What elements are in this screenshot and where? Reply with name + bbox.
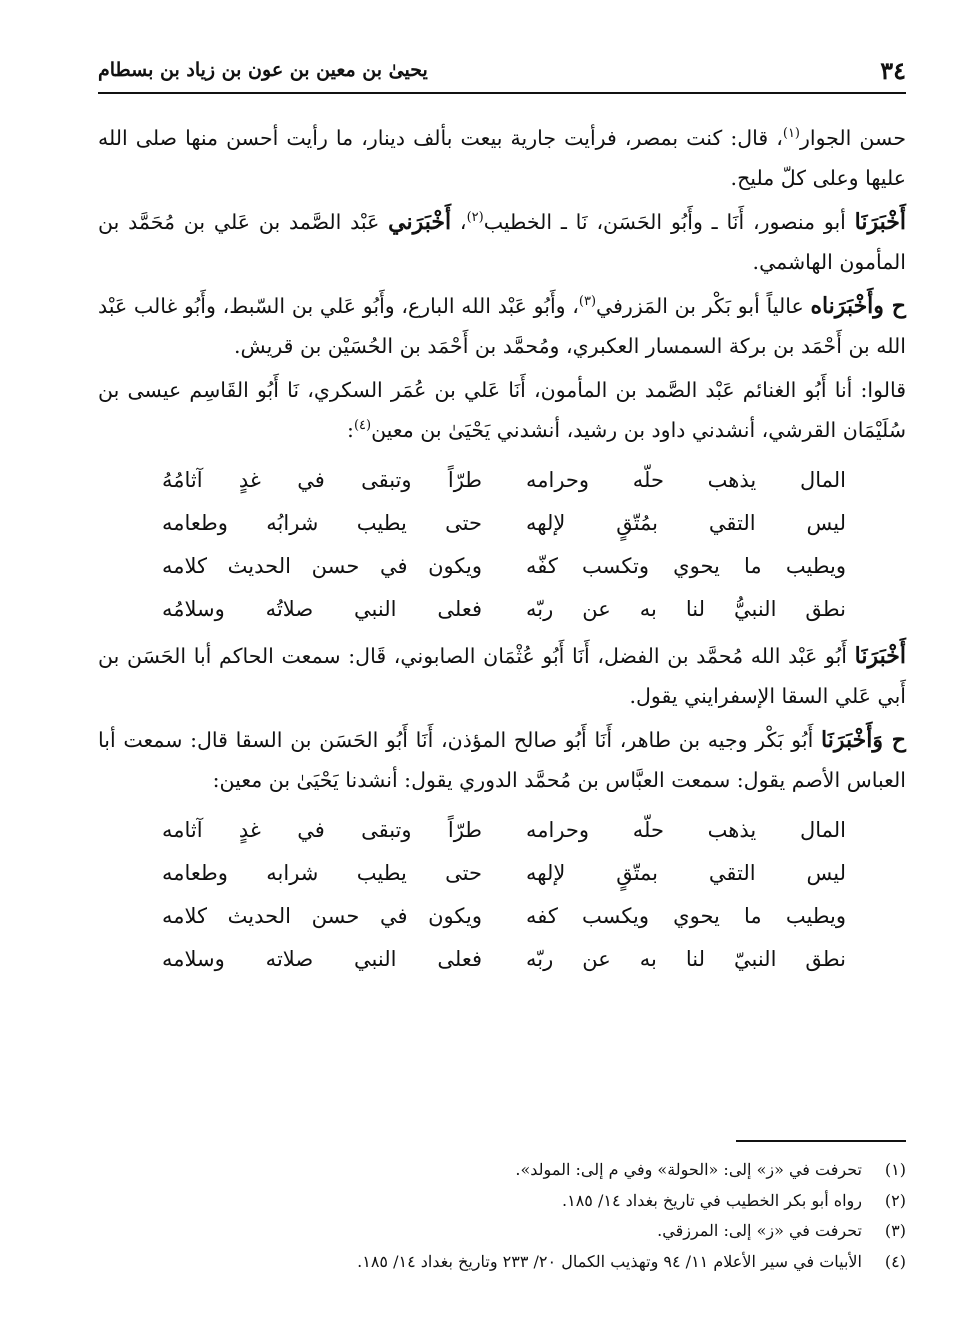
transmission-keyword: ح وَأَخْبَرَنَا: [821, 727, 906, 753]
verse: [98, 851, 846, 894]
verse: [98, 458, 846, 501]
footnote: [98, 1155, 906, 1186]
paragraph: [98, 202, 906, 282]
transmission-keyword: أَخْبَرَني: [388, 209, 452, 235]
verse: [98, 544, 846, 587]
verse: [98, 894, 846, 937]
footnote: [98, 1216, 906, 1247]
footnote-marker: (٢): [466, 210, 484, 226]
hemistich-second: فعلى النبي صلاتُه وسلامُه: [162, 596, 482, 621]
footnote: [98, 1247, 906, 1278]
hemistich-first: ليس التقي بمتّقٍ لإلهه: [526, 860, 846, 885]
paragraph: [98, 370, 906, 450]
footnote-text: تحرفت في «ز» إلى: «الحولة» وفي م إلى: المولد».: [515, 1160, 862, 1179]
verse: [98, 501, 846, 544]
page-number: ٣٤: [880, 55, 906, 85]
hemistich-first: ويطيب ما يحوي وتكسب كفّه: [526, 553, 846, 578]
paragraph-text: أَبُو بَكْر وجيه بن طاهر، أَنَا أَبُو صالح المؤذن، أَنَا أَبُو الحَسَن بن السقا قال: سمعت أبا العباس الأصم يقول: سمعت العبَّاس بن مُحمَّد الدوري يقول: أنشدنا يَحْيَىٰ بن معين:: [98, 728, 906, 792]
paragraph-group-2: [98, 636, 906, 800]
transmission-keyword: أَخْبَرَنَا: [854, 209, 906, 235]
poem-1: [98, 458, 906, 630]
poem-2: [98, 808, 906, 980]
hemistich-first: المال يذهب حلّه وحرامه: [526, 467, 846, 492]
hemistich-second: فعلى النبي صلاته وسلامه: [162, 946, 482, 971]
footnote-text: الأبيات في سير الأعلام ١١/ ٩٤ وتهذيب الكمال ٢٠/ ٢٣٣ وتاريخ بغداد ١٤/ ١٨٥.: [357, 1251, 862, 1271]
main-text: [98, 118, 906, 986]
hemistich-second: حتى يطيب شرابُه وطعامه: [162, 510, 482, 535]
footnote-number: (٤): [884, 1251, 906, 1271]
footnote-marker: (٣): [578, 294, 597, 310]
paragraph: [98, 118, 906, 198]
footnote-marker: (٤): [353, 418, 372, 434]
book-page: [98, 40, 906, 1300]
hemistich-first: ويطيب ما يحوي ويكسب كفه: [526, 903, 846, 928]
footnote-text: تحرفت في «ز» إلى: المرزقي.: [657, 1221, 862, 1240]
hemistich-first: نطق النبيّ لنا به عن ربّه: [526, 946, 846, 971]
verse: [98, 587, 846, 630]
page-header: [98, 52, 906, 94]
paragraph-text: عالياً أبو بَكْر بن المَزرفي: [596, 294, 811, 318]
verse: [98, 808, 846, 851]
hemistich-first: ليس التقي بمُتّقٍ لإلهه: [526, 510, 846, 535]
paragraph-group-1: [98, 118, 906, 450]
hemistich-second: طرّاً وتبقى في غدٍ آثامُهُ: [162, 467, 482, 492]
footnote-number: (٢): [884, 1190, 906, 1210]
paragraph: [98, 286, 906, 366]
footnote-number: (٣): [884, 1221, 906, 1240]
paragraph-text: قالوا: أنا أَبُو الغنائم عَبْد الصَّمد بن المأمون، أَنَا عَلي بن عُمَر السكري، نَا أَبُو القَاسِم عيسى بن سُلَيْمَان القرشي، أنشدني داود بن رشيد، أنشدني يَحْيَىٰ بن معين: [98, 378, 906, 442]
footnotes: [98, 1155, 906, 1277]
paragraph: [98, 636, 906, 716]
hemistich-second: ويكون في حسن الحديث كلامه: [162, 553, 482, 578]
verse: [98, 937, 846, 980]
running-title: يحيىٰ بن معين بن عون بن زياد بن بسطام: [98, 59, 428, 81]
transmission-keyword: أَخْبَرَنَا: [854, 643, 906, 669]
paragraph-text: ، وأَبُو عَبْد الله البارع، وأَبُو عَلي بن السّبط، وأَبُو غالب عَبْد الله بن أَحْمَد بن بركة السمسار العكبري، ومُحمَّد بن أَحْمَد بن الحُسَيْن بن قريش.: [98, 294, 906, 358]
footnote: [98, 1186, 906, 1217]
hemistich-first: نطق النبيُّ لنا به عن ربّه: [526, 596, 846, 621]
paragraph-text: أبو منصور، أَنَا ـ وأَبُو الحَسَن، نَا ـ الخطيب: [483, 210, 855, 234]
paragraph-text: أَبُو عَبْد الله مُحمَّد بن الفضل، أَنَا أَبُو عُثْمَان الصابوني، قَال: سمعت الحاكم أبا الحَسَن بن أَبي عَلي السقا الإسفرايني يقول.: [98, 644, 906, 708]
hemistich-second: ويكون في حسن الحديث كلامه: [162, 903, 482, 928]
hemistich-first: المال يذهب حلّه وحرامه: [526, 817, 846, 842]
transmission-keyword: ح وأَخْبَرَناه: [810, 293, 907, 319]
paragraph-text: :: [347, 418, 354, 442]
footnote-text: رواه أبو بكر الخطيب في تاريخ بغداد ١٤/ ١٨٥.: [562, 1190, 862, 1210]
paragraph-text: عَبْد الصَّمد بن عَلي بن مُحَمَّد بن المأمون الهاشمي.: [98, 210, 906, 274]
paragraph-text: ، قال: كنت بمصر، فرأيت جارية بيعت بألف دينار، ما رأيت أحسن منها صلى الله عليها وعلى كلّ مليح.: [98, 126, 906, 190]
paragraph-text: حسن الجوار: [800, 126, 906, 150]
paragraph-text: ،: [451, 210, 467, 234]
footnote-number: (١): [884, 1160, 906, 1179]
paragraph: [98, 720, 906, 800]
hemistich-second: طرّاً وتبقى في غدٍ آثامه: [162, 817, 482, 842]
footnote-marker: (١): [782, 126, 800, 142]
hemistich-second: حتى يطيب شرابه وطعامه: [162, 860, 482, 885]
